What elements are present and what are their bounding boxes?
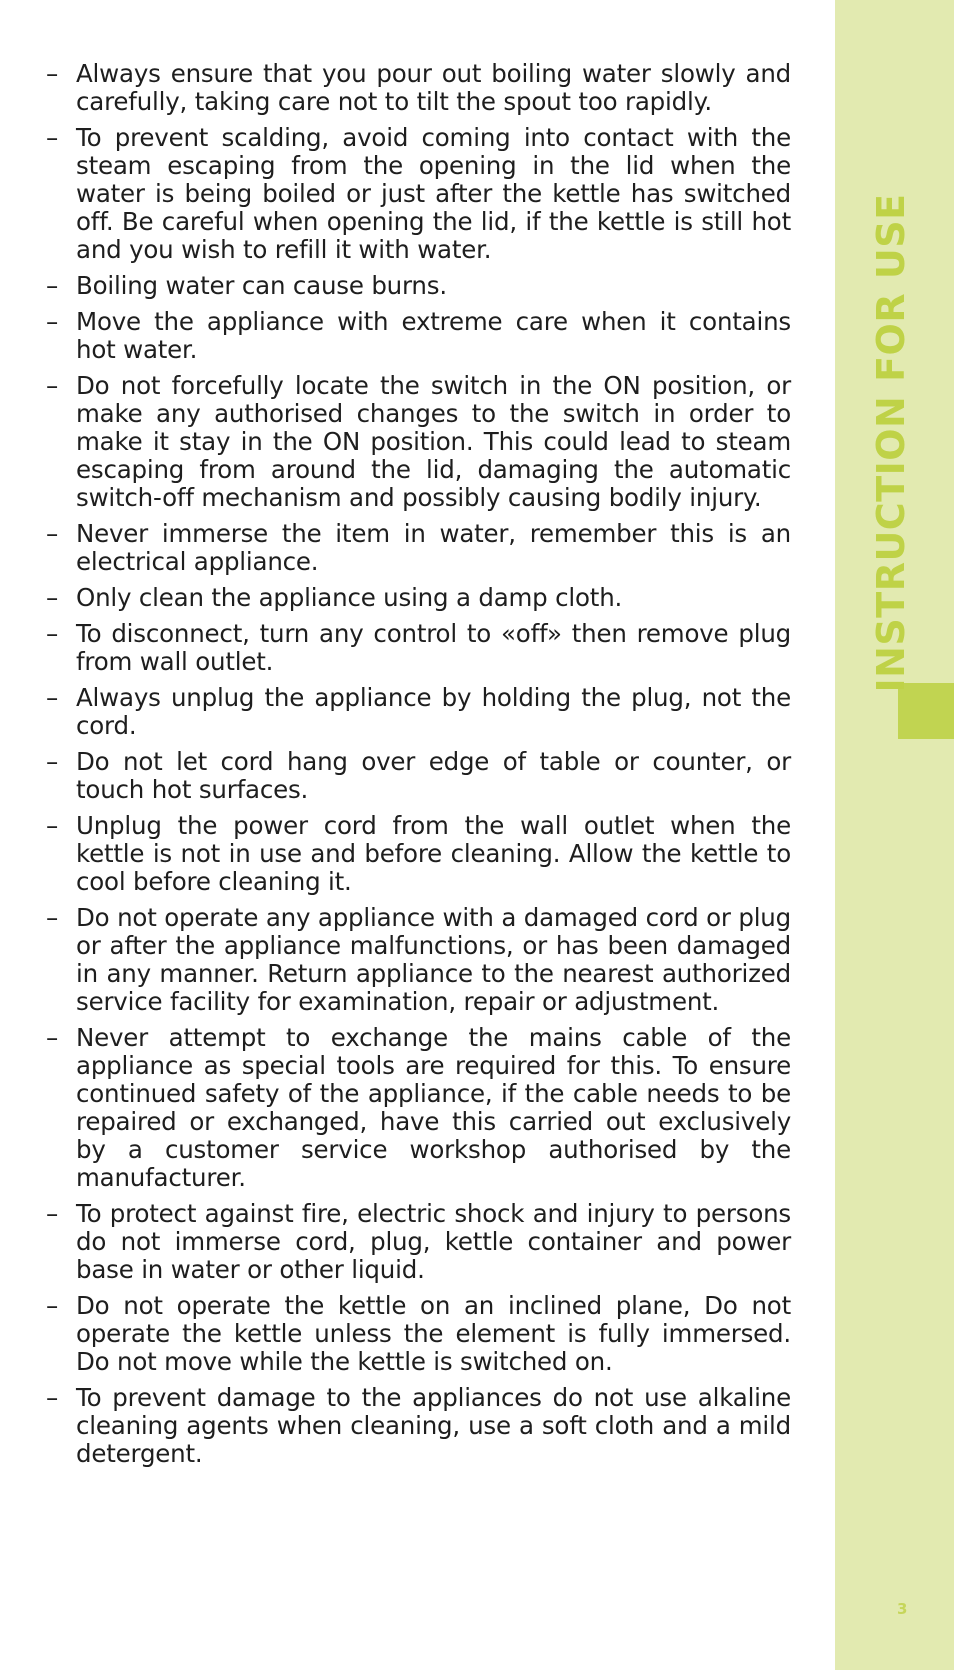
list-item: [46, 124, 791, 264]
dash-marker: –: [46, 811, 59, 840]
dash-marker: –: [46, 1291, 59, 1320]
list-item: [46, 748, 791, 804]
list-item-text: Unplug the power cord from the wall outlet when the kettle is not in use and before cleaning. Allow the kettle to cool before cleaning it.: [76, 811, 791, 896]
instructions-content: [46, 60, 791, 1476]
section-title: INSTRUCTION FOR USE: [869, 193, 913, 693]
dash-marker: –: [46, 371, 59, 400]
dash-marker: –: [46, 271, 59, 300]
list-item: [46, 812, 791, 896]
list-item: [46, 1200, 791, 1284]
dash-marker: –: [46, 903, 59, 932]
list-item-text: To prevent scalding, avoid coming into contact with the steam escaping from the opening in the lid when the water is being boiled or just after the kettle has switched off. Be careful when opening the lid, if the kettle is still hot and you wish to refill it with water.: [76, 123, 791, 264]
list-item-text: Boiling water can cause burns.: [76, 271, 447, 300]
dash-marker: –: [46, 583, 59, 612]
dash-marker: –: [46, 519, 59, 548]
list-item-text: Move the appliance with extreme care when it contains hot water.: [76, 307, 791, 364]
dash-marker: –: [46, 683, 59, 712]
list-item: [46, 272, 791, 300]
list-item-text: Do not operate any appliance with a damaged cord or plug or after the appliance malfunctions, or has been damaged in any manner. Return appliance to the nearest authorized service facility for examination, repair or adjustment.: [76, 903, 791, 1016]
list-item-text: To protect against fire, electric shock and injury to persons do not immerse cord, plug, kettle container and power base in water or other liquid.: [76, 1199, 791, 1284]
list-item-text: To disconnect, turn any control to «off» then remove plug from wall outlet.: [76, 619, 791, 676]
list-item: [46, 584, 791, 612]
dash-marker: –: [46, 1199, 59, 1228]
dash-marker: –: [46, 59, 59, 88]
dash-marker: –: [46, 1383, 59, 1412]
list-item: [46, 1384, 791, 1468]
list-item-text: Never attempt to exchange the mains cable of the appliance as special tools are required for this. To ensure continued safety of the appliance, if the cable needs to be repaired or exchanged, have this carried out exclusively by a customer service workshop authorised by the manufacturer.: [76, 1023, 791, 1192]
dash-marker: –: [46, 747, 59, 776]
list-item-text: Always ensure that you pour out boiling water slowly and carefully, taking care not to tilt the spout too rapidly.: [76, 59, 791, 116]
list-item: [46, 1024, 791, 1192]
list-item: [46, 620, 791, 676]
list-item: [46, 60, 791, 116]
list-item: [46, 904, 791, 1016]
list-item: [46, 1292, 791, 1376]
dash-marker: –: [46, 307, 59, 336]
list-item-text: Do not let cord hang over edge of table or counter, or touch hot surfaces.: [76, 747, 791, 804]
page-number: 3: [897, 1600, 908, 1618]
list-item-text: Always unplug the appliance by holding the plug, not the cord.: [76, 683, 791, 740]
list-item-text: Never immerse the item in water, remember this is an electrical appliance.: [76, 519, 791, 576]
safety-instruction-list: [46, 60, 791, 1468]
dash-marker: –: [46, 123, 59, 152]
list-item-text: Do not forcefully locate the switch in the ON position, or make any authorised changes to the switch in order to make it stay in the ON position. This could lead to steam escaping from around the lid, damaging the automatic switch-off mechanism and possibly causing bodily injury.: [76, 371, 791, 512]
list-item-text: Only clean the appliance using a damp cloth.: [76, 583, 623, 612]
list-item: [46, 308, 791, 364]
list-item: [46, 520, 791, 576]
list-item: [46, 684, 791, 740]
list-item: [46, 372, 791, 512]
list-item-text: To prevent damage to the appliances do not use alkaline cleaning agents when cleaning, use a soft cloth and a mild detergent.: [76, 1383, 791, 1468]
list-item-text: Do not operate the kettle on an inclined plane, Do not operate the kettle unless the element is fully immersed. Do not move while the kettle is switched on.: [76, 1291, 791, 1376]
dash-marker: –: [46, 1023, 59, 1052]
dash-marker: –: [46, 619, 59, 648]
